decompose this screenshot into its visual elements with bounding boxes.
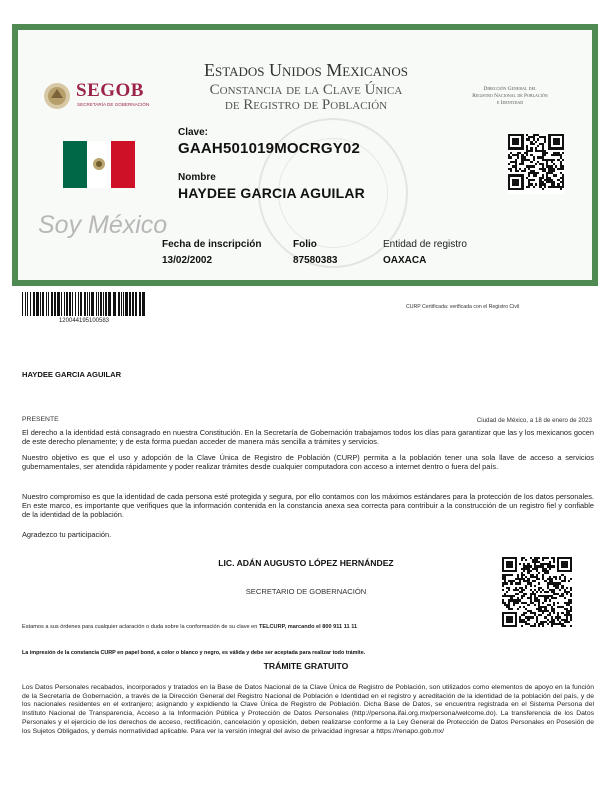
barcode-bar bbox=[89, 292, 90, 316]
qr-module bbox=[542, 602, 544, 604]
qr-module bbox=[555, 174, 557, 176]
qr-module bbox=[566, 587, 568, 589]
flag-eagle-icon bbox=[91, 156, 107, 172]
qr-module bbox=[570, 595, 572, 597]
qr-module bbox=[564, 625, 566, 627]
qr-module bbox=[530, 570, 532, 572]
qr-module bbox=[564, 580, 566, 582]
qr-finder-core bbox=[506, 561, 512, 567]
folio-label: Folio bbox=[293, 239, 317, 250]
letter-paragraph-2: Nuestro objetivo es que el uso y adopción de la Clave Única de Registro de Población (CURP) permita a la población tener una sola llave de acceso a servicios gubernamentales, ser atendida rápidamente y poder realizar trámites desde cualquier computadora con acceso a internet dentro o fuera del país. bbox=[22, 453, 594, 471]
mexican-flag bbox=[63, 141, 135, 188]
qr-module bbox=[549, 599, 551, 601]
certified-note: CURP Certificada: verificada con el Registro Civil bbox=[406, 304, 520, 310]
qr-module bbox=[519, 606, 521, 608]
qr-module bbox=[525, 587, 527, 589]
qr-module bbox=[538, 557, 540, 559]
print-validity-note: La impresión de la constancia CURP en papel bond, a color o blanco y negro, es válida y debe ser aceptada para realizar todo trámite. bbox=[22, 650, 366, 656]
qr-module bbox=[517, 593, 519, 595]
flag-green-stripe bbox=[63, 141, 87, 188]
qr-module bbox=[555, 597, 557, 599]
barcode-bar bbox=[75, 292, 76, 316]
qr-module bbox=[508, 589, 510, 591]
qr-module bbox=[526, 154, 528, 156]
qr-module bbox=[519, 563, 521, 565]
qr-module bbox=[547, 591, 549, 593]
qr-module bbox=[527, 619, 529, 621]
qr-module bbox=[534, 625, 536, 627]
barcode-bar bbox=[123, 292, 124, 316]
barcode-bar bbox=[22, 292, 23, 316]
fecha-inscripcion-value: 13/02/2002 bbox=[162, 255, 213, 266]
barcode-bar bbox=[66, 292, 68, 316]
qr-module bbox=[521, 163, 523, 165]
flag-red-stripe bbox=[111, 141, 135, 188]
qr-module bbox=[502, 589, 504, 591]
qr-module bbox=[534, 604, 536, 606]
barcode-bar bbox=[91, 292, 94, 316]
qr-module bbox=[568, 580, 570, 582]
qr-module bbox=[533, 165, 535, 167]
qr-finder-core bbox=[553, 138, 560, 145]
barcode-bar bbox=[96, 292, 97, 316]
barcode-bar bbox=[129, 292, 131, 316]
qr-module bbox=[521, 597, 523, 599]
barcode-bar bbox=[113, 292, 116, 316]
qr-module bbox=[517, 608, 519, 610]
qr-module bbox=[523, 595, 525, 597]
qr-module bbox=[547, 557, 549, 559]
qr-module bbox=[570, 589, 572, 591]
qr-module bbox=[544, 154, 546, 156]
barcode-bar bbox=[100, 292, 102, 316]
qr-module bbox=[562, 186, 564, 188]
barcode-bar bbox=[78, 292, 79, 316]
qr-module bbox=[538, 572, 540, 574]
barcode-bar bbox=[98, 292, 99, 316]
barcode-bar bbox=[40, 292, 41, 316]
entidad-value: OAXACA bbox=[383, 255, 427, 266]
qr-module bbox=[510, 574, 512, 576]
qr-module bbox=[523, 570, 525, 572]
barcode-bar bbox=[121, 292, 122, 316]
qr-module bbox=[570, 625, 572, 627]
entidad-label: Entidad de registro bbox=[383, 239, 467, 250]
nombre-label: Nombre bbox=[178, 172, 216, 183]
qr-module bbox=[568, 621, 570, 623]
qr-module bbox=[510, 170, 512, 172]
barcode-bar bbox=[27, 292, 28, 316]
barcode-bar bbox=[105, 292, 107, 316]
nombre-value: HAYDEE GARCIA AGUILAR bbox=[178, 185, 365, 201]
qr-module bbox=[513, 595, 515, 597]
barcode-bar bbox=[48, 292, 49, 316]
qr-module bbox=[506, 591, 508, 593]
barcode-bar bbox=[61, 292, 62, 316]
qr-module bbox=[517, 156, 519, 158]
qr-module bbox=[535, 183, 537, 185]
flag-white-stripe bbox=[87, 141, 111, 188]
barcode-bar bbox=[57, 292, 60, 316]
presente-label: PRESENTE bbox=[22, 416, 59, 423]
barcode-bar bbox=[42, 292, 44, 316]
contact-line bbox=[22, 624, 357, 630]
barcode-bar bbox=[87, 292, 88, 316]
qr-module bbox=[566, 593, 568, 595]
qr-module bbox=[533, 179, 535, 181]
qr-module bbox=[542, 188, 544, 190]
qr-module bbox=[533, 186, 535, 188]
qr-module bbox=[519, 582, 521, 584]
qr-module bbox=[525, 593, 527, 595]
qr-module bbox=[510, 608, 512, 610]
barcode-bar bbox=[36, 292, 39, 316]
barcode-bar bbox=[84, 292, 86, 316]
qr-finder-core bbox=[561, 561, 567, 567]
qr-module bbox=[533, 143, 535, 145]
barcode-bar bbox=[30, 292, 31, 316]
qr-module bbox=[544, 186, 546, 188]
qr-module bbox=[555, 578, 557, 580]
qr-module bbox=[542, 612, 544, 614]
telcurp-number: TELCURP, marcando el 800 911 11 11 bbox=[258, 624, 358, 630]
document-title-line2: de Registro de Población bbox=[224, 97, 388, 113]
eagle-emblem-icon bbox=[42, 81, 72, 111]
curp-qr-code bbox=[508, 134, 564, 194]
document-title-line1: Constancia de la Clave Única bbox=[209, 82, 403, 98]
qr-module bbox=[536, 591, 538, 593]
qr-module bbox=[538, 625, 540, 627]
qr-module bbox=[553, 612, 555, 614]
barcode-bar bbox=[139, 292, 141, 316]
barcode-bar bbox=[72, 292, 73, 316]
qr-module bbox=[570, 610, 572, 612]
barcode-bar bbox=[142, 292, 145, 316]
qr-module bbox=[549, 568, 551, 570]
qr-module bbox=[517, 602, 519, 604]
qr-module bbox=[534, 585, 536, 587]
barcode-bar bbox=[33, 292, 35, 316]
qr-finder-core bbox=[512, 138, 519, 145]
barcode-bar bbox=[51, 292, 53, 316]
verification-qr-code bbox=[502, 557, 572, 627]
qr-module bbox=[537, 172, 539, 174]
qr-module bbox=[513, 604, 515, 606]
qr-finder-core bbox=[506, 616, 512, 622]
qr-module bbox=[524, 170, 526, 172]
qr-module bbox=[530, 161, 532, 163]
barcode-bar bbox=[64, 292, 65, 316]
qr-module bbox=[551, 625, 553, 627]
qr-module bbox=[502, 585, 504, 587]
barcode-bar bbox=[125, 292, 128, 316]
qr-module bbox=[553, 159, 555, 161]
clave-label: Clave: bbox=[178, 127, 209, 138]
signer-name: LIC. ADÁN AUGUSTO LÓPEZ HERNÁNDEZ bbox=[218, 558, 394, 568]
barcode-bar bbox=[135, 292, 137, 316]
fecha-inscripcion-label: Fecha de inscripción bbox=[162, 239, 262, 250]
qr-module bbox=[546, 152, 548, 154]
barcode-bar bbox=[69, 292, 71, 316]
barcode-bar bbox=[108, 292, 111, 316]
qr-module bbox=[547, 572, 549, 574]
barcode-number: 120044195100583 bbox=[58, 318, 110, 324]
qr-module bbox=[553, 561, 555, 563]
folio-value: 87580383 bbox=[293, 255, 338, 266]
barcode-bar bbox=[25, 292, 26, 316]
qr-module bbox=[517, 170, 519, 172]
qr-module bbox=[530, 585, 532, 587]
qr-module bbox=[564, 597, 566, 599]
qr-module bbox=[535, 163, 537, 165]
qr-module bbox=[530, 150, 532, 152]
soy-mexico-motto: Soy México bbox=[38, 211, 168, 239]
qr-module bbox=[570, 619, 572, 621]
qr-module bbox=[562, 159, 564, 161]
barcode-bar bbox=[103, 292, 104, 316]
qr-module bbox=[508, 163, 510, 165]
qr-module bbox=[525, 612, 527, 614]
qr-module bbox=[537, 138, 539, 140]
department-line3: e Identidad bbox=[496, 100, 524, 106]
segob-logo bbox=[42, 80, 162, 112]
letter-paragraph-3: Nuestro compromiso es que la identidad de cada persona esté protegida y segura, por ello contamos con los máximos estándares para la protección de los datos personales. En este marco, es importante que verifiques que la información contenida en la constancia anexa sea correcta para contribuir a la construcción de un registro fiel y confiable de la identidad de la población. bbox=[22, 492, 594, 519]
barcode-bar bbox=[118, 292, 120, 316]
qr-module bbox=[506, 582, 508, 584]
qr-module bbox=[542, 625, 544, 627]
barcode-bar bbox=[80, 292, 82, 316]
qr-module bbox=[542, 559, 544, 561]
recipient-name: HAYDEE GARCIA AGUILAR bbox=[22, 370, 122, 379]
segob-subtitle: SECRETARÍA DE GOBERNACIÓN bbox=[77, 102, 150, 107]
qr-module bbox=[559, 589, 561, 591]
qr-module bbox=[562, 152, 564, 154]
qr-module bbox=[528, 186, 530, 188]
qr-module bbox=[527, 604, 529, 606]
qr-module bbox=[535, 174, 537, 176]
qr-module bbox=[540, 614, 542, 616]
signer-title: SECRETARIO DE GOBERNACIÓN bbox=[245, 587, 367, 596]
qr-module bbox=[521, 625, 523, 627]
qr-module bbox=[510, 582, 512, 584]
barcode-bar bbox=[132, 292, 134, 316]
barcode bbox=[22, 292, 146, 316]
qr-module bbox=[538, 578, 540, 580]
qr-module bbox=[525, 559, 527, 561]
barcode-bar bbox=[54, 292, 56, 316]
qr-module bbox=[570, 602, 572, 604]
qr-module bbox=[537, 145, 539, 147]
curp-value: GAAH501019MOCRGY02 bbox=[178, 140, 361, 157]
qr-module bbox=[521, 559, 523, 561]
qr-module bbox=[523, 589, 525, 591]
qr-module bbox=[562, 168, 564, 170]
qr-module bbox=[553, 565, 555, 567]
contact-prefix: Estamos a sus órdenes para cualquier aclaración o duda sobre la conformación de su clave en bbox=[22, 624, 259, 630]
tramite-gratuito: TRÁMITE GRATUITO bbox=[263, 661, 349, 671]
barcode-bar bbox=[46, 292, 47, 316]
qr-module bbox=[557, 602, 559, 604]
qr-module bbox=[540, 591, 542, 593]
qr-module bbox=[547, 623, 549, 625]
qr-module bbox=[535, 141, 537, 143]
qr-module bbox=[560, 188, 562, 190]
qr-module bbox=[532, 616, 534, 618]
qr-finder-core bbox=[512, 179, 519, 186]
qr-module bbox=[528, 174, 530, 176]
department-line1: Dirección General del bbox=[483, 86, 537, 92]
qr-module bbox=[534, 580, 536, 582]
thanks-line: Agradezco tu participación. bbox=[22, 530, 112, 539]
qr-module bbox=[570, 578, 572, 580]
qr-module bbox=[544, 599, 546, 601]
department-name bbox=[440, 86, 580, 107]
country-title: Estados Unidos Mexicanos bbox=[204, 60, 408, 80]
qr-module bbox=[544, 141, 546, 143]
qr-module bbox=[510, 156, 512, 158]
qr-module bbox=[538, 582, 540, 584]
place-date: Ciudad de México, a 18 de enero de 2023 bbox=[476, 417, 592, 424]
letter-paragraph-1: El derecho a la identidad está consagrado en nuestra Constitución. En la Secretaría de Gobernación trabajamos todos los días para garantizar que las y los mexicanos gocen de este derecho plenamente; y de esta forma puedan acceder de manera más sencilla a trámites y servicios. bbox=[22, 428, 594, 446]
segob-wordmark: SEGOB bbox=[76, 80, 144, 101]
department-line2: Registro Nacional de Población bbox=[472, 93, 548, 99]
qr-module bbox=[553, 604, 555, 606]
privacy-notice: Los Datos Personales recabados, incorporados y tratados en la Base de Datos Nacional de la Clave Única de Registro de Población, son utilizados como elementos de apoyo en la función de la Secretaría de Gobernación, a través de la Dirección General del Registro Nacional de Población e Identidad en el registro y acreditación de la identidad de la población del país, y de los nacionales residentes en el extranjero; asignando y expidiendo la Clave Única de Registro de Población. Dicha Base de Datos, se encuentra registrada en el Sistema Persona del Instituto Nacional de Transparencia, Acceso a la Información Pública y Protección de Datos Personales (http://persona.ifai.org.mx/persona/welcome.do). La transferencia de los Datos Personales y el ejercicio de los derechos de acceso, rectificación, cancelación y oposición, deben realizarse conforme a la Ley General de Protección de Datos Personales en Posesión de los Sujetos Obligados, y demás normatividad aplicable. Para ver la versión integral del aviso de privacidad ingresar a https://renapo.gob.mx/ bbox=[22, 684, 594, 735]
qr-module bbox=[533, 159, 535, 161]
qr-module bbox=[553, 170, 555, 172]
